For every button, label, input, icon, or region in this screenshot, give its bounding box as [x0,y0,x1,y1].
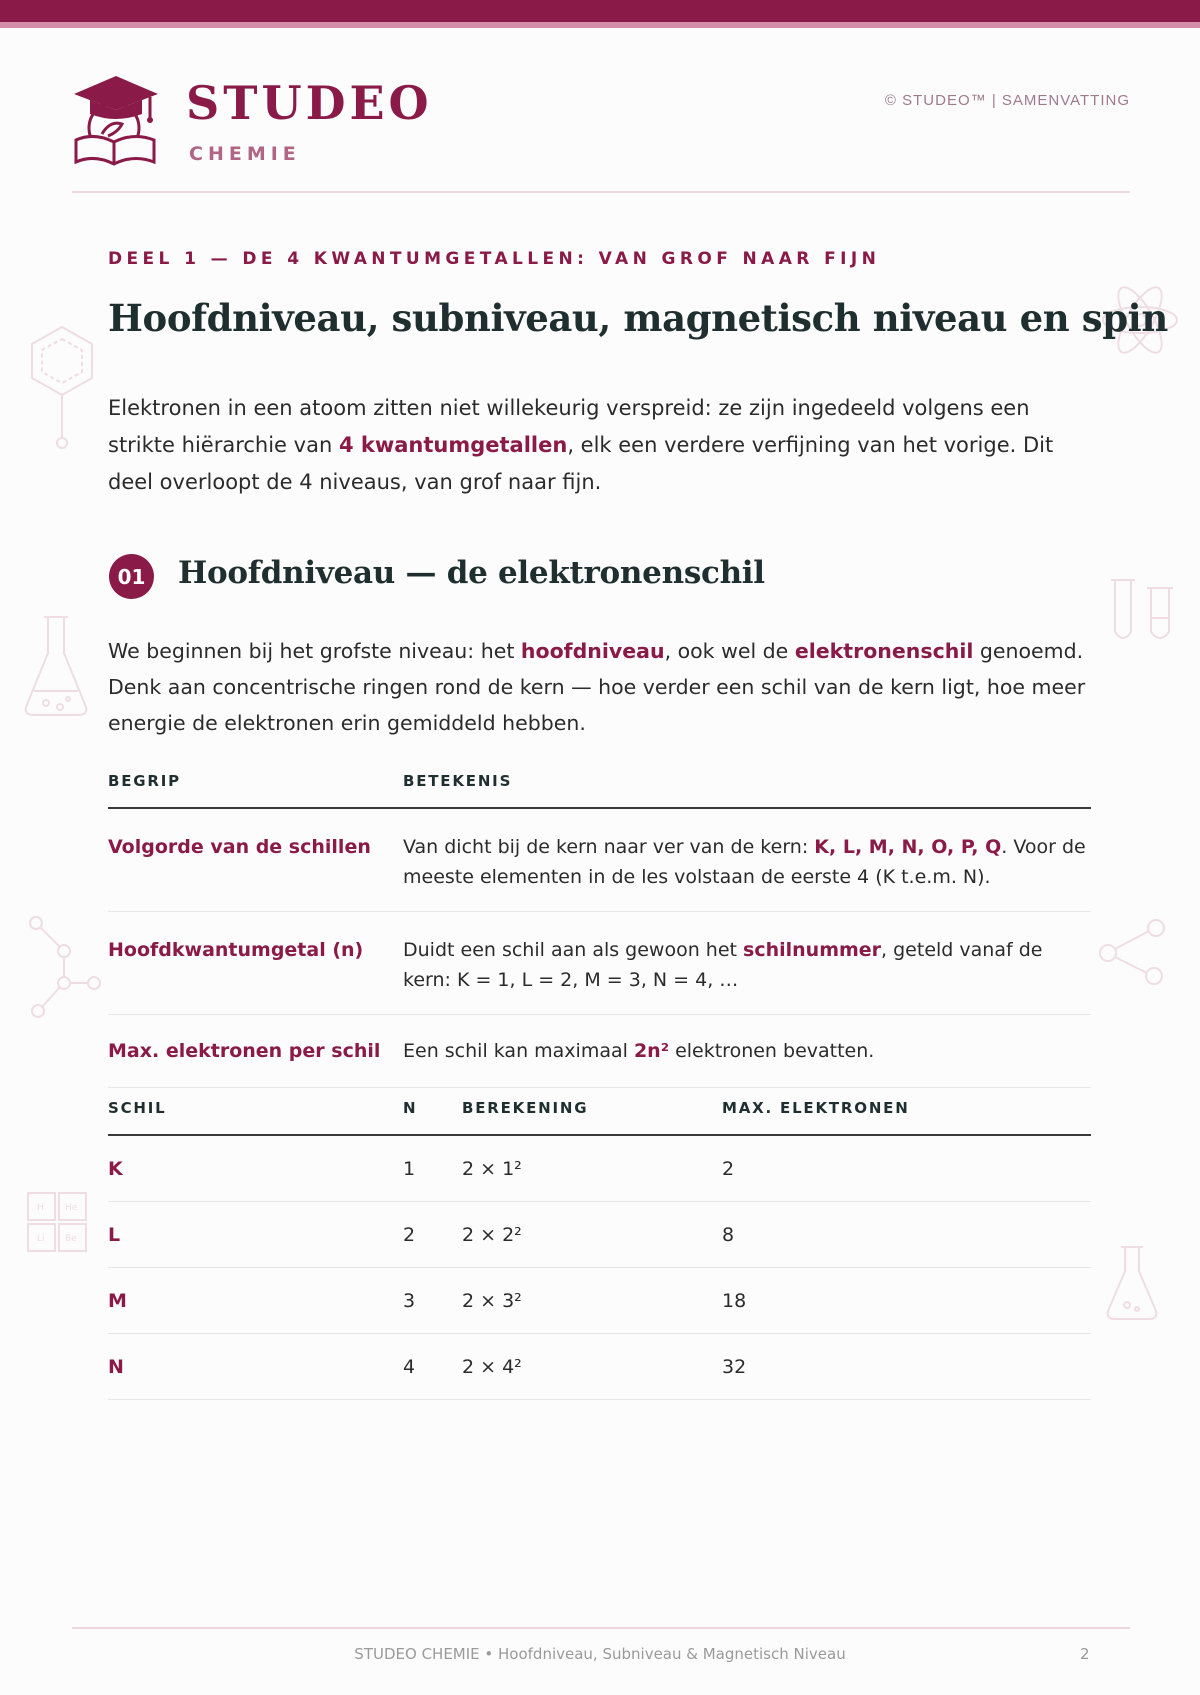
body-text-3: genoemd. Denk aan concentrische ringen rond de kern — hoe verder een schil van de kern ligt, hoe meer energie de elektronen erin gemiddeld hebben. [108,639,1086,735]
header-divider [72,191,1130,193]
graduation-cap-logo-icon [72,70,160,168]
table-row [108,1202,1091,1268]
page-title: Hoofdniveau, subniveau, magnetisch niveau en spin [108,296,1168,340]
body-highlight-2: elektronenschil [794,639,974,663]
table-row [108,1334,1091,1400]
meaning-highlight: K, L, M, N, O, P, Q [814,836,1002,858]
concept-term: Volgorde van de schillen [108,808,403,912]
concept-meaning [403,808,1091,912]
shell-max-electrons: 2 [722,1135,1091,1202]
hexagon-molecule-icon [28,325,98,450]
shell-calculation: 2 × 4² [462,1334,722,1400]
column-header: BEREKENING [462,1082,722,1135]
intro-highlight: 4 kwantumgetallen [338,433,568,457]
shell-letter: N [108,1334,403,1400]
shells-table [108,1082,1091,1400]
concept-term: Hoofdkwantumgetal (n) [108,912,403,1015]
molecule-bonds-icon [28,915,103,1020]
concept-term: Max. elektronen per schil [108,1015,403,1088]
share-molecule-icon [1098,918,1168,988]
body-text-2: , ook wel de [664,639,795,663]
column-header: BETEKENIS [403,755,1091,808]
test-tubes-icon [1105,578,1177,646]
meaning-text: Van dicht bij de kern naar ver van de kern: [403,836,815,858]
copyright-note: © STUDEO™ | SAMENVATTING [884,92,1130,109]
shell-n: 3 [403,1268,462,1334]
shell-n: 2 [403,1202,462,1268]
section-number-badge: 01 [109,554,154,599]
shell-calculation: 2 × 3² [462,1268,722,1334]
concept-meaning [403,1015,1091,1088]
meaning-text: . Voor de meeste elementen in de les volstaan de eerste 4 (K t.e.m. N). [403,836,1086,888]
shell-calculation: 2 × 2² [462,1202,722,1268]
shell-max-electrons: 32 [722,1334,1091,1400]
table-header-row [108,1082,1091,1135]
shell-letter: M [108,1268,403,1334]
part-eyebrow: DEEL 1 — DE 4 KWANTUMGETALLEN: VAN GROF NAAR FIJN [108,249,881,269]
table-row [108,1268,1091,1334]
table-header-row [108,755,1091,808]
shell-n: 4 [403,1334,462,1400]
column-header: SCHIL [108,1082,403,1135]
svg-text:Li: Li [37,1234,45,1244]
column-header: N [403,1082,462,1135]
table-row [108,912,1091,1015]
concept-meaning [403,912,1091,1015]
body-text-1: We beginnen bij het grofste niveau: het [108,639,521,663]
concepts-table [108,755,1091,1088]
intro-paragraph [108,390,1093,501]
small-flask-icon [1105,1245,1159,1323]
column-header: MAX. ELEKTRONEN [722,1082,1091,1135]
svg-text:He: He [65,1203,78,1213]
table-row [108,1135,1091,1202]
footer-divider [72,1627,1130,1629]
meaning-text: Een schil kan maximaal [403,1040,634,1062]
shell-n: 1 [403,1135,462,1202]
meaning-text: , geteld vanaf de kern: K = 1, L = 2, M = 3, N = 4, … [403,939,1043,991]
section-body-paragraph [108,633,1093,741]
table-row [108,808,1091,912]
intro-text-1: Elektronen in een atoom zitten niet willekeurig verspreid: ze zijn ingedeeld volgens een strikte hiërarchie van [108,396,1030,457]
erlenmeyer-flask-icon [22,615,90,720]
footer-text: STUDEO CHEMIE • Hoofdniveau, Subniveau & Magnetisch Niveau [354,1645,846,1663]
page-number: 2 [1080,1645,1090,1663]
shell-letter: K [108,1135,403,1202]
intro-text-2: , elk een verdere verfijning van het vorige. Dit deel overloopt de 4 niveaus, van grof naar fijn. [108,433,1054,494]
shell-calculation: 2 × 1² [462,1135,722,1202]
brand-name: STUDEO [186,76,433,130]
body-highlight-1: hoofdniveau [520,639,665,663]
periodic-table-icon [27,1192,89,1254]
meaning-text: Duidt een schil aan als gewoon het [403,939,744,961]
svg-text:Be: Be [65,1234,77,1244]
shell-max-electrons: 8 [722,1202,1091,1268]
shell-letter: L [108,1202,403,1268]
meaning-text: elektronen bevatten. [669,1040,875,1062]
brand-subtitle: CHEMIE [189,143,301,165]
svg-text:H: H [37,1203,44,1213]
shell-max-electrons: 18 [722,1268,1091,1334]
top-accent-stripe [0,22,1200,28]
meaning-highlight: schilnummer [743,939,882,961]
column-header: BEGRIP [108,755,403,808]
meaning-highlight: 2n² [633,1040,670,1062]
page-header [72,70,1130,190]
section-title: Hoofdniveau — de elektronenschil [178,555,765,591]
top-accent-bar [0,0,1200,22]
table-row [108,1015,1091,1088]
